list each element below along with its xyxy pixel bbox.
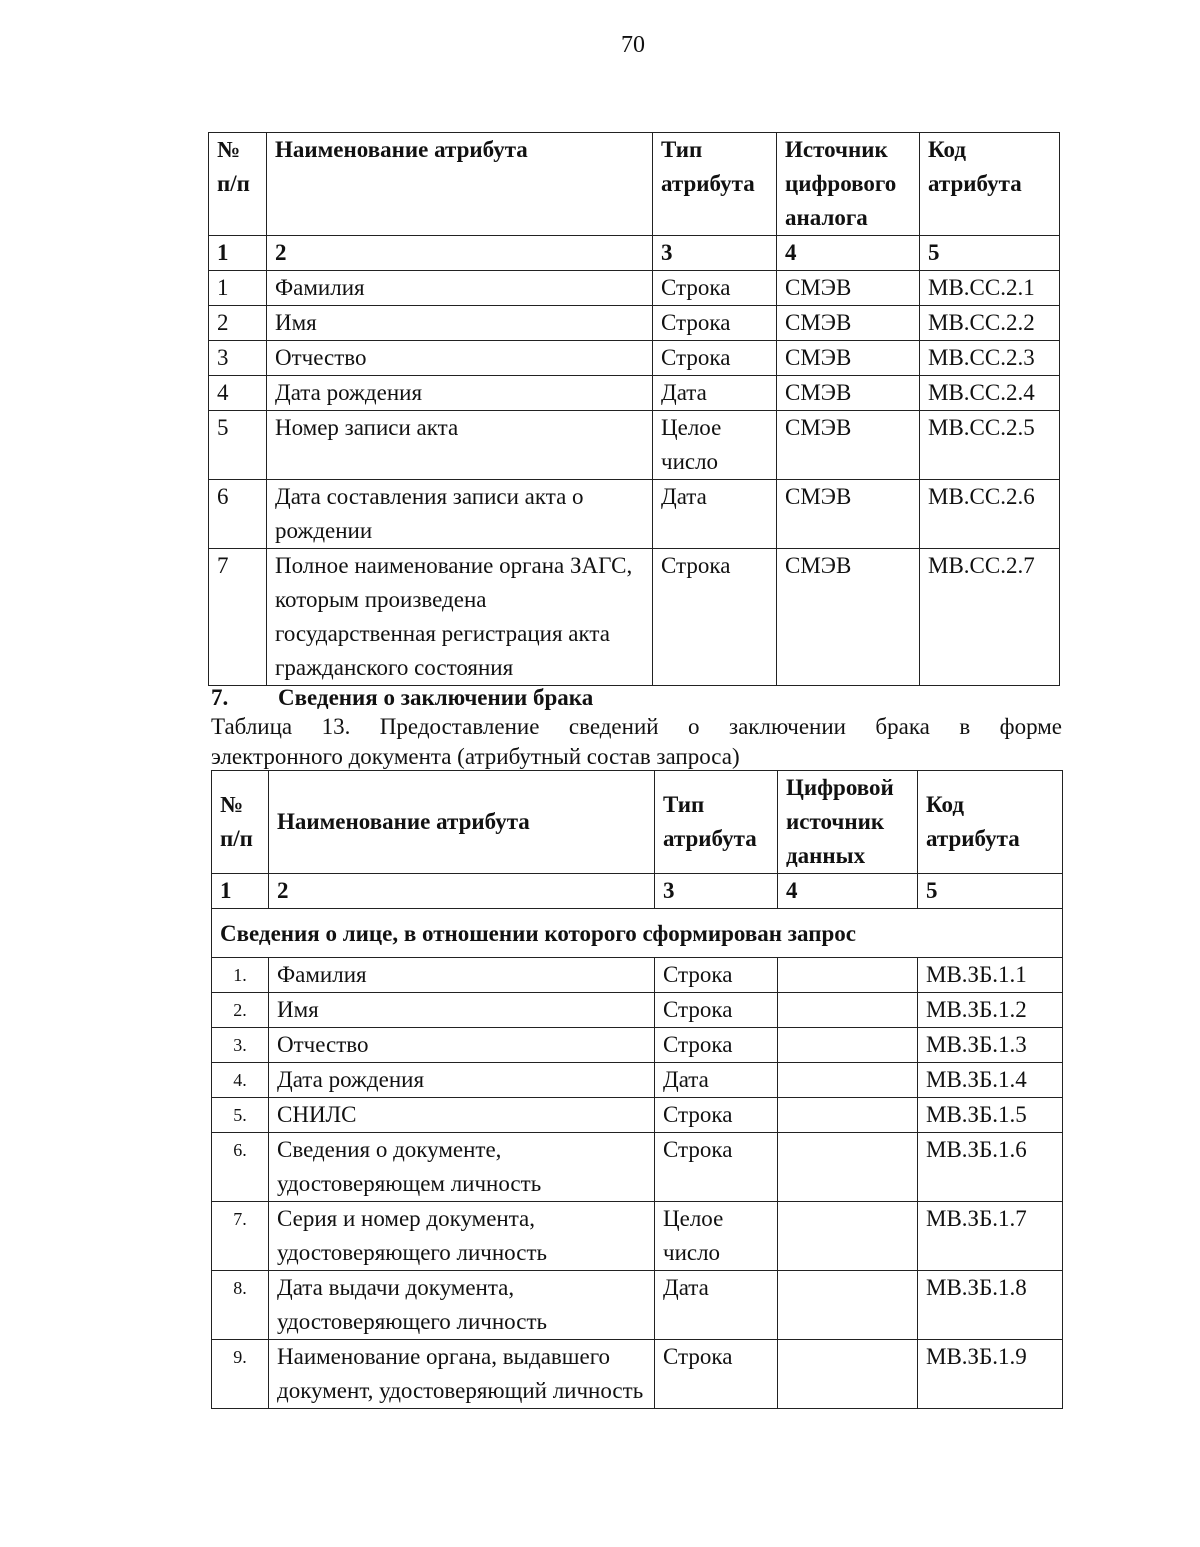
column-number: 2 xyxy=(269,874,655,909)
cell-attribute-code: МВ.СС.2.4 xyxy=(920,376,1060,411)
table-row xyxy=(209,549,1060,686)
cell-attribute-type: Строка xyxy=(655,993,778,1028)
cell-attribute-type: Дата xyxy=(653,376,777,411)
cell-attribute-name: СНИЛС xyxy=(269,1098,655,1133)
cell-attribute-code: МВ.СС.2.6 xyxy=(920,480,1060,549)
header-attribute-name: Наименование атрибута xyxy=(269,771,655,874)
group-row xyxy=(212,909,1063,958)
cell-source xyxy=(778,993,918,1028)
cell-number: 4 xyxy=(209,376,267,411)
cell-attribute-name: Имя xyxy=(269,993,655,1028)
cell-attribute-type: Дата xyxy=(655,1271,778,1340)
cell-number: 4. xyxy=(212,1063,269,1098)
cell-source: СМЭВ xyxy=(777,549,920,686)
column-number-row xyxy=(212,874,1063,909)
table-row xyxy=(209,411,1060,480)
table-row xyxy=(212,1098,1063,1133)
cell-source: СМЭВ xyxy=(777,306,920,341)
table-row xyxy=(209,306,1060,341)
cell-attribute-code: МВ.СС.2.1 xyxy=(920,271,1060,306)
header-number: № п/п xyxy=(212,771,269,874)
cell-attribute-name: Фамилия xyxy=(267,271,653,306)
cell-attribute-code: МВ.ЗБ.1.2 xyxy=(918,993,1063,1028)
cell-attribute-name: Отчество xyxy=(269,1028,655,1063)
header-source: Источник цифрового аналога xyxy=(777,133,920,236)
cell-attribute-type: Строка xyxy=(655,1133,778,1202)
header-attribute-type: Тип атрибута xyxy=(653,133,777,236)
cell-source: СМЭВ xyxy=(777,480,920,549)
cell-source: СМЭВ xyxy=(777,411,920,480)
table-row xyxy=(209,341,1060,376)
cell-attribute-code: МВ.ЗБ.1.1 xyxy=(918,958,1063,993)
cell-number: 7. xyxy=(212,1202,269,1271)
column-number: 4 xyxy=(777,236,920,271)
cell-attribute-code: МВ.ЗБ.1.3 xyxy=(918,1028,1063,1063)
table-header-row xyxy=(212,771,1063,874)
cell-attribute-name: Полное наименование органа ЗАГС, которым произведена государственная регистрация акта гражданского состояния xyxy=(267,549,653,686)
table-row xyxy=(212,1202,1063,1271)
column-number: 2 xyxy=(267,236,653,271)
cell-attribute-name: Дата рождения xyxy=(269,1063,655,1098)
cell-attribute-code: МВ.ЗБ.1.8 xyxy=(918,1271,1063,1340)
column-number: 5 xyxy=(918,874,1063,909)
cell-number: 5 xyxy=(209,411,267,480)
cell-source xyxy=(778,1028,918,1063)
cell-source xyxy=(778,1098,918,1133)
table-row xyxy=(209,480,1060,549)
cell-number: 8. xyxy=(212,1271,269,1340)
table-row xyxy=(212,1063,1063,1098)
cell-attribute-type: Целое число xyxy=(653,411,777,480)
cell-source xyxy=(778,1202,918,1271)
cell-attribute-name: Серия и номер документа, удостоверяющего личность xyxy=(269,1202,655,1271)
cell-source: СМЭВ xyxy=(777,271,920,306)
attributes-table-marriage-request xyxy=(211,770,1063,1409)
cell-number: 2 xyxy=(209,306,267,341)
cell-attribute-name: Номер записи акта xyxy=(267,411,653,480)
section-number: 7. xyxy=(211,685,229,710)
header-attribute-code: Код атрибута xyxy=(920,133,1060,236)
cell-attribute-type: Строка xyxy=(653,271,777,306)
table-caption-line-1: Таблица 13. Предоставление сведений о заключении брака в форме xyxy=(211,714,1062,739)
cell-attribute-type: Целое число xyxy=(655,1202,778,1271)
cell-attribute-code: МВ.ЗБ.1.4 xyxy=(918,1063,1063,1098)
cell-source xyxy=(778,1133,918,1202)
cell-number: 3. xyxy=(212,1028,269,1063)
cell-attribute-name: Имя xyxy=(267,306,653,341)
cell-source xyxy=(778,1063,918,1098)
cell-number: 2. xyxy=(212,993,269,1028)
cell-number: 5. xyxy=(212,1098,269,1133)
cell-attribute-name: Наименование органа, выдавшего документ, удостоверяющий личность xyxy=(269,1340,655,1409)
table-caption xyxy=(211,712,1062,772)
section-title: Сведения о заключении брака xyxy=(278,685,594,710)
cell-number: 1. xyxy=(212,958,269,993)
cell-number: 6. xyxy=(212,1133,269,1202)
table-header-row xyxy=(209,133,1060,236)
table-row xyxy=(212,1028,1063,1063)
column-number: 1 xyxy=(209,236,267,271)
column-number: 4 xyxy=(778,874,918,909)
column-number: 5 xyxy=(920,236,1060,271)
cell-attribute-type: Дата xyxy=(655,1063,778,1098)
table-caption-line-2: электронного документа (атрибутный состав запроса) xyxy=(211,744,740,769)
cell-number: 9. xyxy=(212,1340,269,1409)
cell-attribute-code: МВ.ЗБ.1.7 xyxy=(918,1202,1063,1271)
cell-attribute-type: Строка xyxy=(655,958,778,993)
header-number: № п/п xyxy=(209,133,267,236)
table-row xyxy=(209,271,1060,306)
cell-attribute-type: Строка xyxy=(655,1098,778,1133)
cell-attribute-type: Строка xyxy=(653,549,777,686)
column-number: 1 xyxy=(212,874,269,909)
cell-attribute-type: Строка xyxy=(655,1340,778,1409)
table-row xyxy=(212,958,1063,993)
cell-attribute-name: Отчество xyxy=(267,341,653,376)
cell-source: СМЭВ xyxy=(777,376,920,411)
cell-attribute-name: Дата рождения xyxy=(267,376,653,411)
cell-number: 1 xyxy=(209,271,267,306)
group-title: Сведения о лице, в отношении которого сформирован запрос xyxy=(212,909,1063,958)
header-attribute-name: Наименование атрибута xyxy=(267,133,653,236)
cell-attribute-code: МВ.ЗБ.1.9 xyxy=(918,1340,1063,1409)
cell-source xyxy=(778,1340,918,1409)
cell-attribute-name: Дата составления записи акта о рождении xyxy=(267,480,653,549)
cell-attribute-name: Фамилия xyxy=(269,958,655,993)
table-row xyxy=(212,993,1063,1028)
cell-attribute-code: МВ.СС.2.2 xyxy=(920,306,1060,341)
table-row xyxy=(212,1340,1063,1409)
cell-number: 3 xyxy=(209,341,267,376)
cell-source: СМЭВ xyxy=(777,341,920,376)
cell-attribute-code: МВ.СС.2.7 xyxy=(920,549,1060,686)
cell-attribute-type: Строка xyxy=(655,1028,778,1063)
cell-attribute-name: Сведения о документе, удостоверяющем личность xyxy=(269,1133,655,1202)
cell-number: 6 xyxy=(209,480,267,549)
cell-source xyxy=(778,958,918,993)
cell-attribute-code: МВ.ЗБ.1.5 xyxy=(918,1098,1063,1133)
cell-attribute-type: Строка xyxy=(653,306,777,341)
page-number: 70 xyxy=(621,32,645,58)
cell-attribute-code: МВ.СС.2.5 xyxy=(920,411,1060,480)
column-number: 3 xyxy=(655,874,778,909)
column-number-row xyxy=(209,236,1060,271)
table-row xyxy=(212,1271,1063,1340)
table-row xyxy=(209,376,1060,411)
cell-attribute-code: МВ.ЗБ.1.6 xyxy=(918,1133,1063,1202)
cell-attribute-type: Строка xyxy=(653,341,777,376)
header-source: Цифровой источник данных xyxy=(778,771,918,874)
cell-attribute-code: МВ.СС.2.3 xyxy=(920,341,1060,376)
column-number: 3 xyxy=(653,236,777,271)
cell-attribute-name: Дата выдачи документа, удостоверяющего личность xyxy=(269,1271,655,1340)
attributes-table-birth-record xyxy=(208,132,1060,686)
header-attribute-code: Код атрибута xyxy=(918,771,1063,874)
header-attribute-type: Тип атрибута xyxy=(655,771,778,874)
cell-source xyxy=(778,1271,918,1340)
cell-number: 7 xyxy=(209,549,267,686)
cell-attribute-type: Дата xyxy=(653,480,777,549)
table-row xyxy=(212,1133,1063,1202)
section-heading xyxy=(211,683,1062,713)
